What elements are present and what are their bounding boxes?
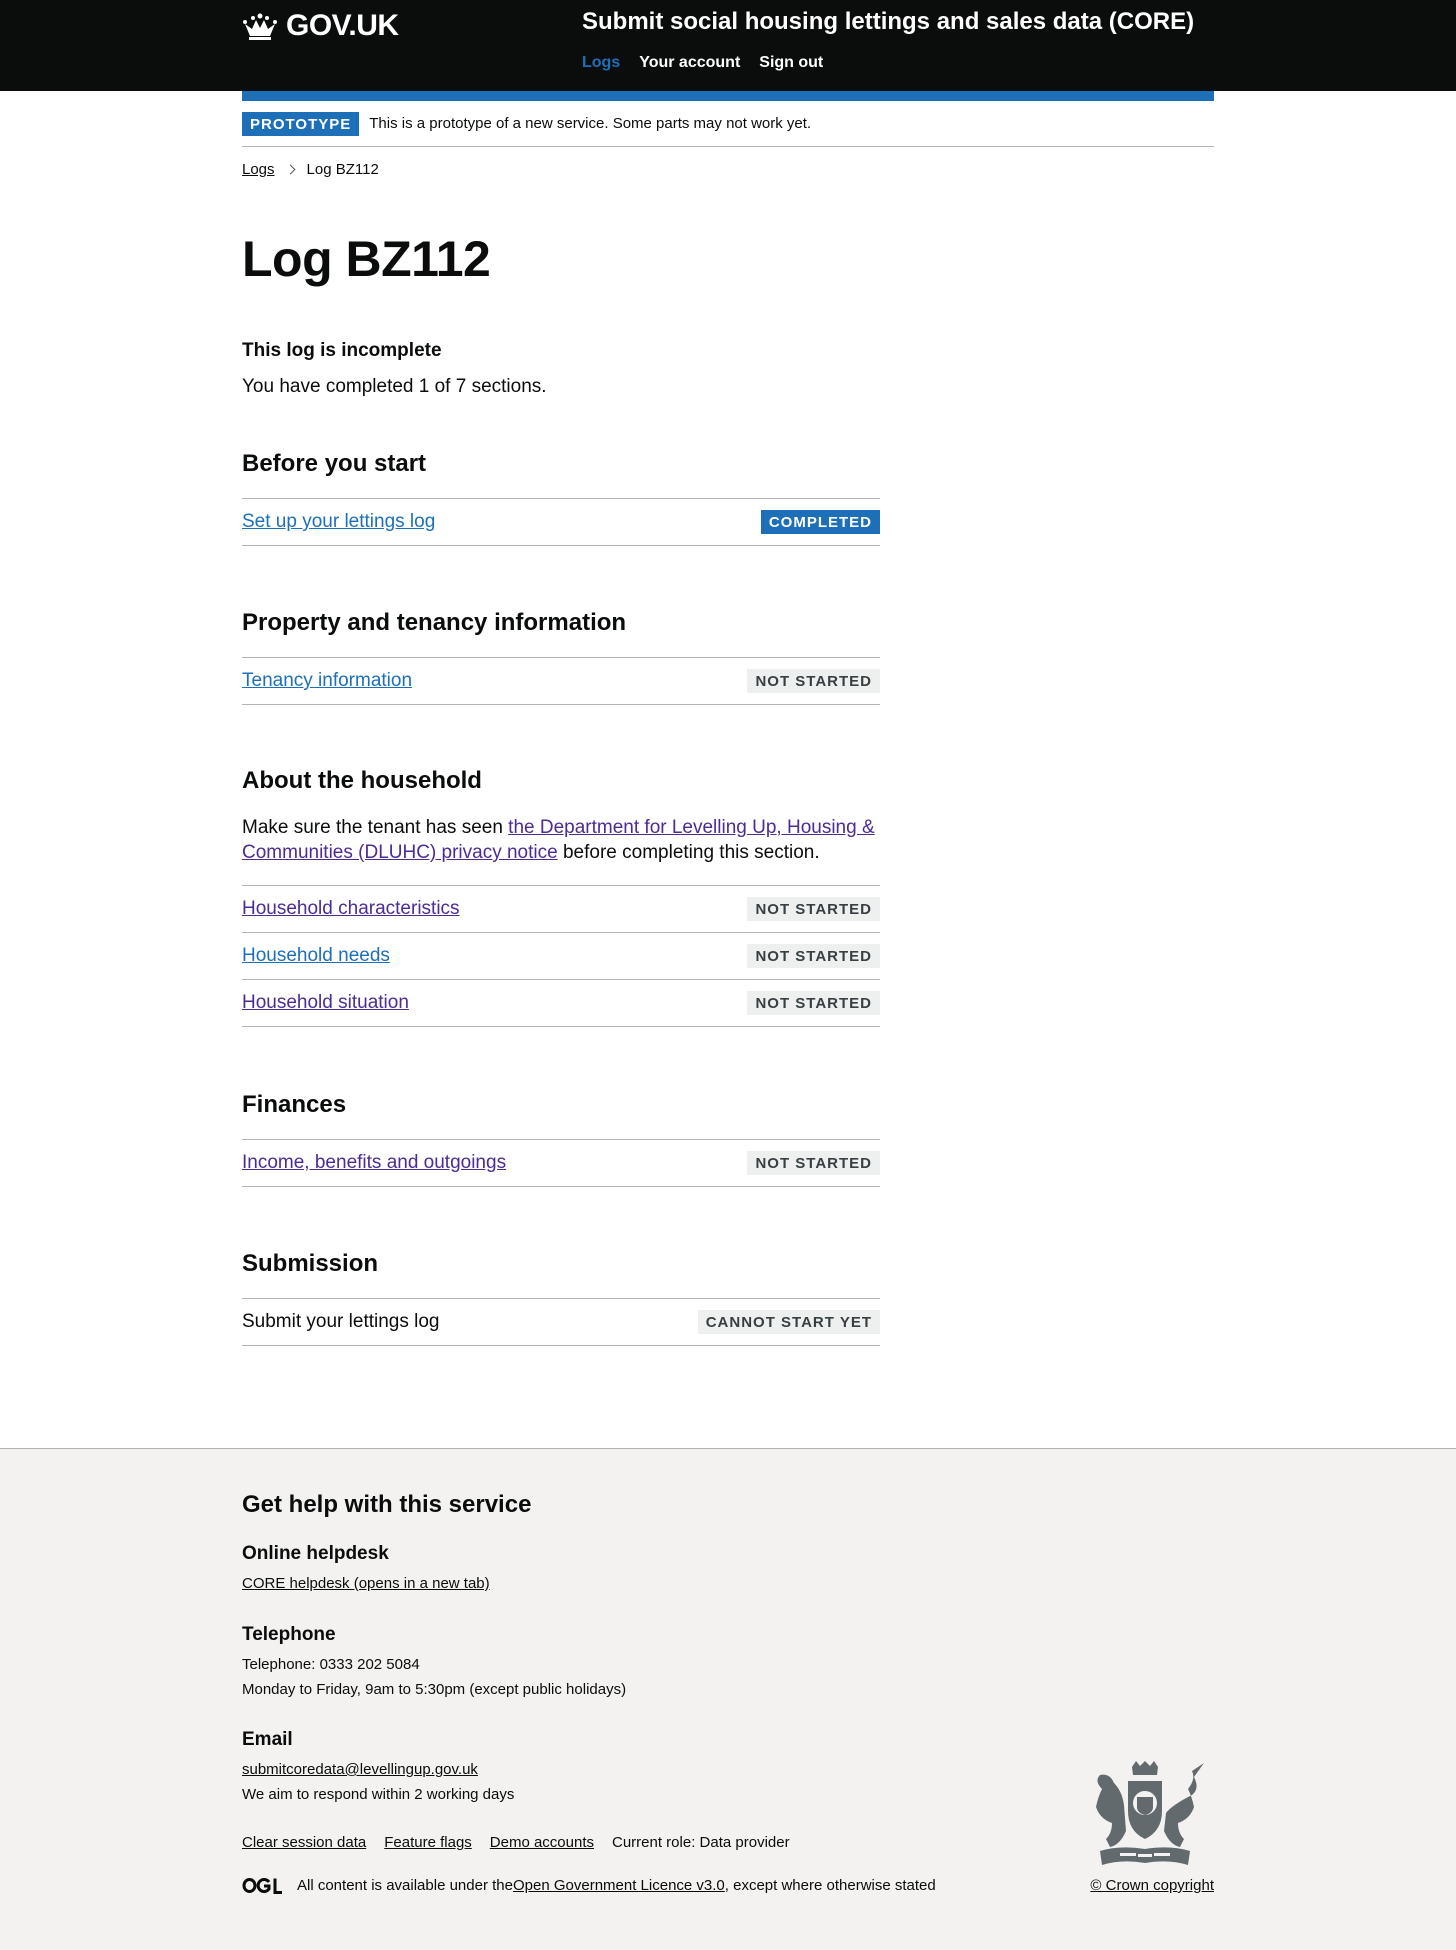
task-link-household-needs[interactable]: Household needs (242, 945, 390, 966)
task-item (242, 499, 880, 546)
email-note: We aim to respond within 2 working days (242, 1786, 515, 1803)
demo-accounts-link[interactable]: Demo accounts (489, 1834, 594, 1851)
clear-session-link[interactable]: Clear session data (242, 1834, 367, 1851)
section-before-you-start (242, 450, 880, 546)
email-link[interactable]: submitcoredata@levellingup.gov.uk (242, 1761, 478, 1778)
task-list (242, 885, 880, 1027)
task-link-household-characteristics[interactable]: Household characteristics (242, 898, 460, 919)
status-badge: CANNOT START YET (698, 1310, 880, 1334)
task-item (242, 1299, 880, 1346)
status-badge: NOT STARTED (747, 897, 880, 921)
task-item (242, 980, 880, 1027)
site-footer (0, 1448, 1456, 1950)
task-list (242, 1298, 880, 1346)
task-item (242, 658, 880, 705)
intro-text-before: Make sure the tenant has seen (242, 817, 509, 838)
phase-tag: PROTOTYPE (242, 112, 359, 136)
helpdesk-title: Online helpdesk (242, 1543, 389, 1564)
crown-icon (242, 12, 278, 40)
section-finances (242, 1091, 880, 1187)
status-badge: COMPLETED (761, 510, 880, 534)
page-title: Log BZ112 (242, 231, 491, 287)
logo-text: GOV.UK (286, 9, 399, 42)
header-navigation (582, 54, 823, 72)
site-header (0, 0, 1456, 91)
phase-text: This is a prototype of a new service. Some parts may not work yet. (369, 115, 812, 132)
privacy-intro (242, 815, 880, 865)
section-about-household (242, 767, 880, 1027)
footer-links (242, 1834, 790, 1851)
status-badge: NOT STARTED (747, 669, 880, 693)
section-heading: About the household (242, 767, 482, 794)
section-heading: Before you start (242, 450, 427, 477)
header-blue-bar (242, 91, 1214, 101)
status-badge: NOT STARTED (747, 944, 880, 968)
footer-heading: Get help with this service (242, 1491, 532, 1518)
section-heading: Property and tenancy information (242, 609, 627, 636)
breadcrumb-current: Log BZ112 (306, 161, 379, 178)
status-badge: NOT STARTED (747, 1151, 880, 1175)
chevron-right-icon (285, 165, 295, 175)
phase-banner (242, 101, 1214, 147)
task-label-submit: Submit your lettings log (242, 1311, 440, 1332)
task-link-tenancy-information[interactable]: Tenancy information (242, 670, 413, 691)
task-item (242, 886, 880, 933)
nav-your-account[interactable]: Your account (639, 54, 741, 71)
royal-coat-of-arms (1080, 1761, 1210, 1869)
crown-copyright-link[interactable]: © Crown copyright (1090, 1877, 1214, 1894)
task-link-set-up[interactable]: Set up your lettings log (242, 511, 436, 532)
licence-link[interactable]: Open Government Licence v3.0 (512, 1877, 725, 1894)
task-list (242, 1139, 880, 1187)
telephone-title: Telephone (242, 1624, 336, 1645)
licence (242, 1877, 936, 1894)
current-role: Current role: Data provider (612, 1834, 790, 1851)
footer-email (242, 1729, 514, 1807)
task-list (242, 657, 880, 705)
task-item (242, 933, 880, 980)
service-name-link[interactable]: Submit social housing lettings and sales data (CORE) (582, 8, 1195, 35)
nav-logs[interactable]: Logs (582, 54, 621, 71)
task-list (242, 498, 880, 546)
status-text: You have completed 1 of 7 sections. (242, 376, 547, 397)
breadcrumb-logs[interactable]: Logs (242, 161, 275, 178)
status-heading: This log is incomplete (242, 340, 442, 361)
section-submission (242, 1250, 880, 1346)
task-link-income-benefits[interactable]: Income, benefits and outgoings (242, 1152, 507, 1173)
feature-flags-link[interactable]: Feature flags (384, 1834, 472, 1851)
telephone-number: Telephone: 0333 202 5084 (242, 1656, 420, 1673)
footer-helpdesk (242, 1543, 490, 1596)
licence-text-after: , except where otherwise stated (724, 1877, 936, 1894)
footer-telephone (242, 1624, 626, 1702)
email-title: Email (242, 1729, 293, 1750)
breadcrumb (242, 161, 379, 178)
section-property-tenancy (242, 609, 880, 705)
privacy-notice-link[interactable]: the Department for Levelling Up, Housing & Communities (DLUHC) privacy notice (242, 817, 875, 863)
task-item (242, 1140, 880, 1187)
telephone-hours: Monday to Friday, 9am to 5:30pm (except public holidays) (242, 1681, 627, 1698)
govuk-logo-link[interactable] (242, 6, 399, 46)
licence-text-before: All content is available under the (297, 1877, 513, 1894)
task-link-household-situation[interactable]: Household situation (242, 992, 409, 1013)
section-heading: Finances (242, 1091, 347, 1118)
intro-text-after: before completing this section. (557, 842, 820, 863)
nav-sign-out[interactable]: Sign out (759, 54, 824, 71)
ogl-logo (242, 1877, 283, 1894)
section-heading: Submission (242, 1250, 379, 1277)
helpdesk-link[interactable]: CORE helpdesk (opens in a new tab) (242, 1575, 490, 1592)
status-badge: NOT STARTED (747, 991, 880, 1015)
